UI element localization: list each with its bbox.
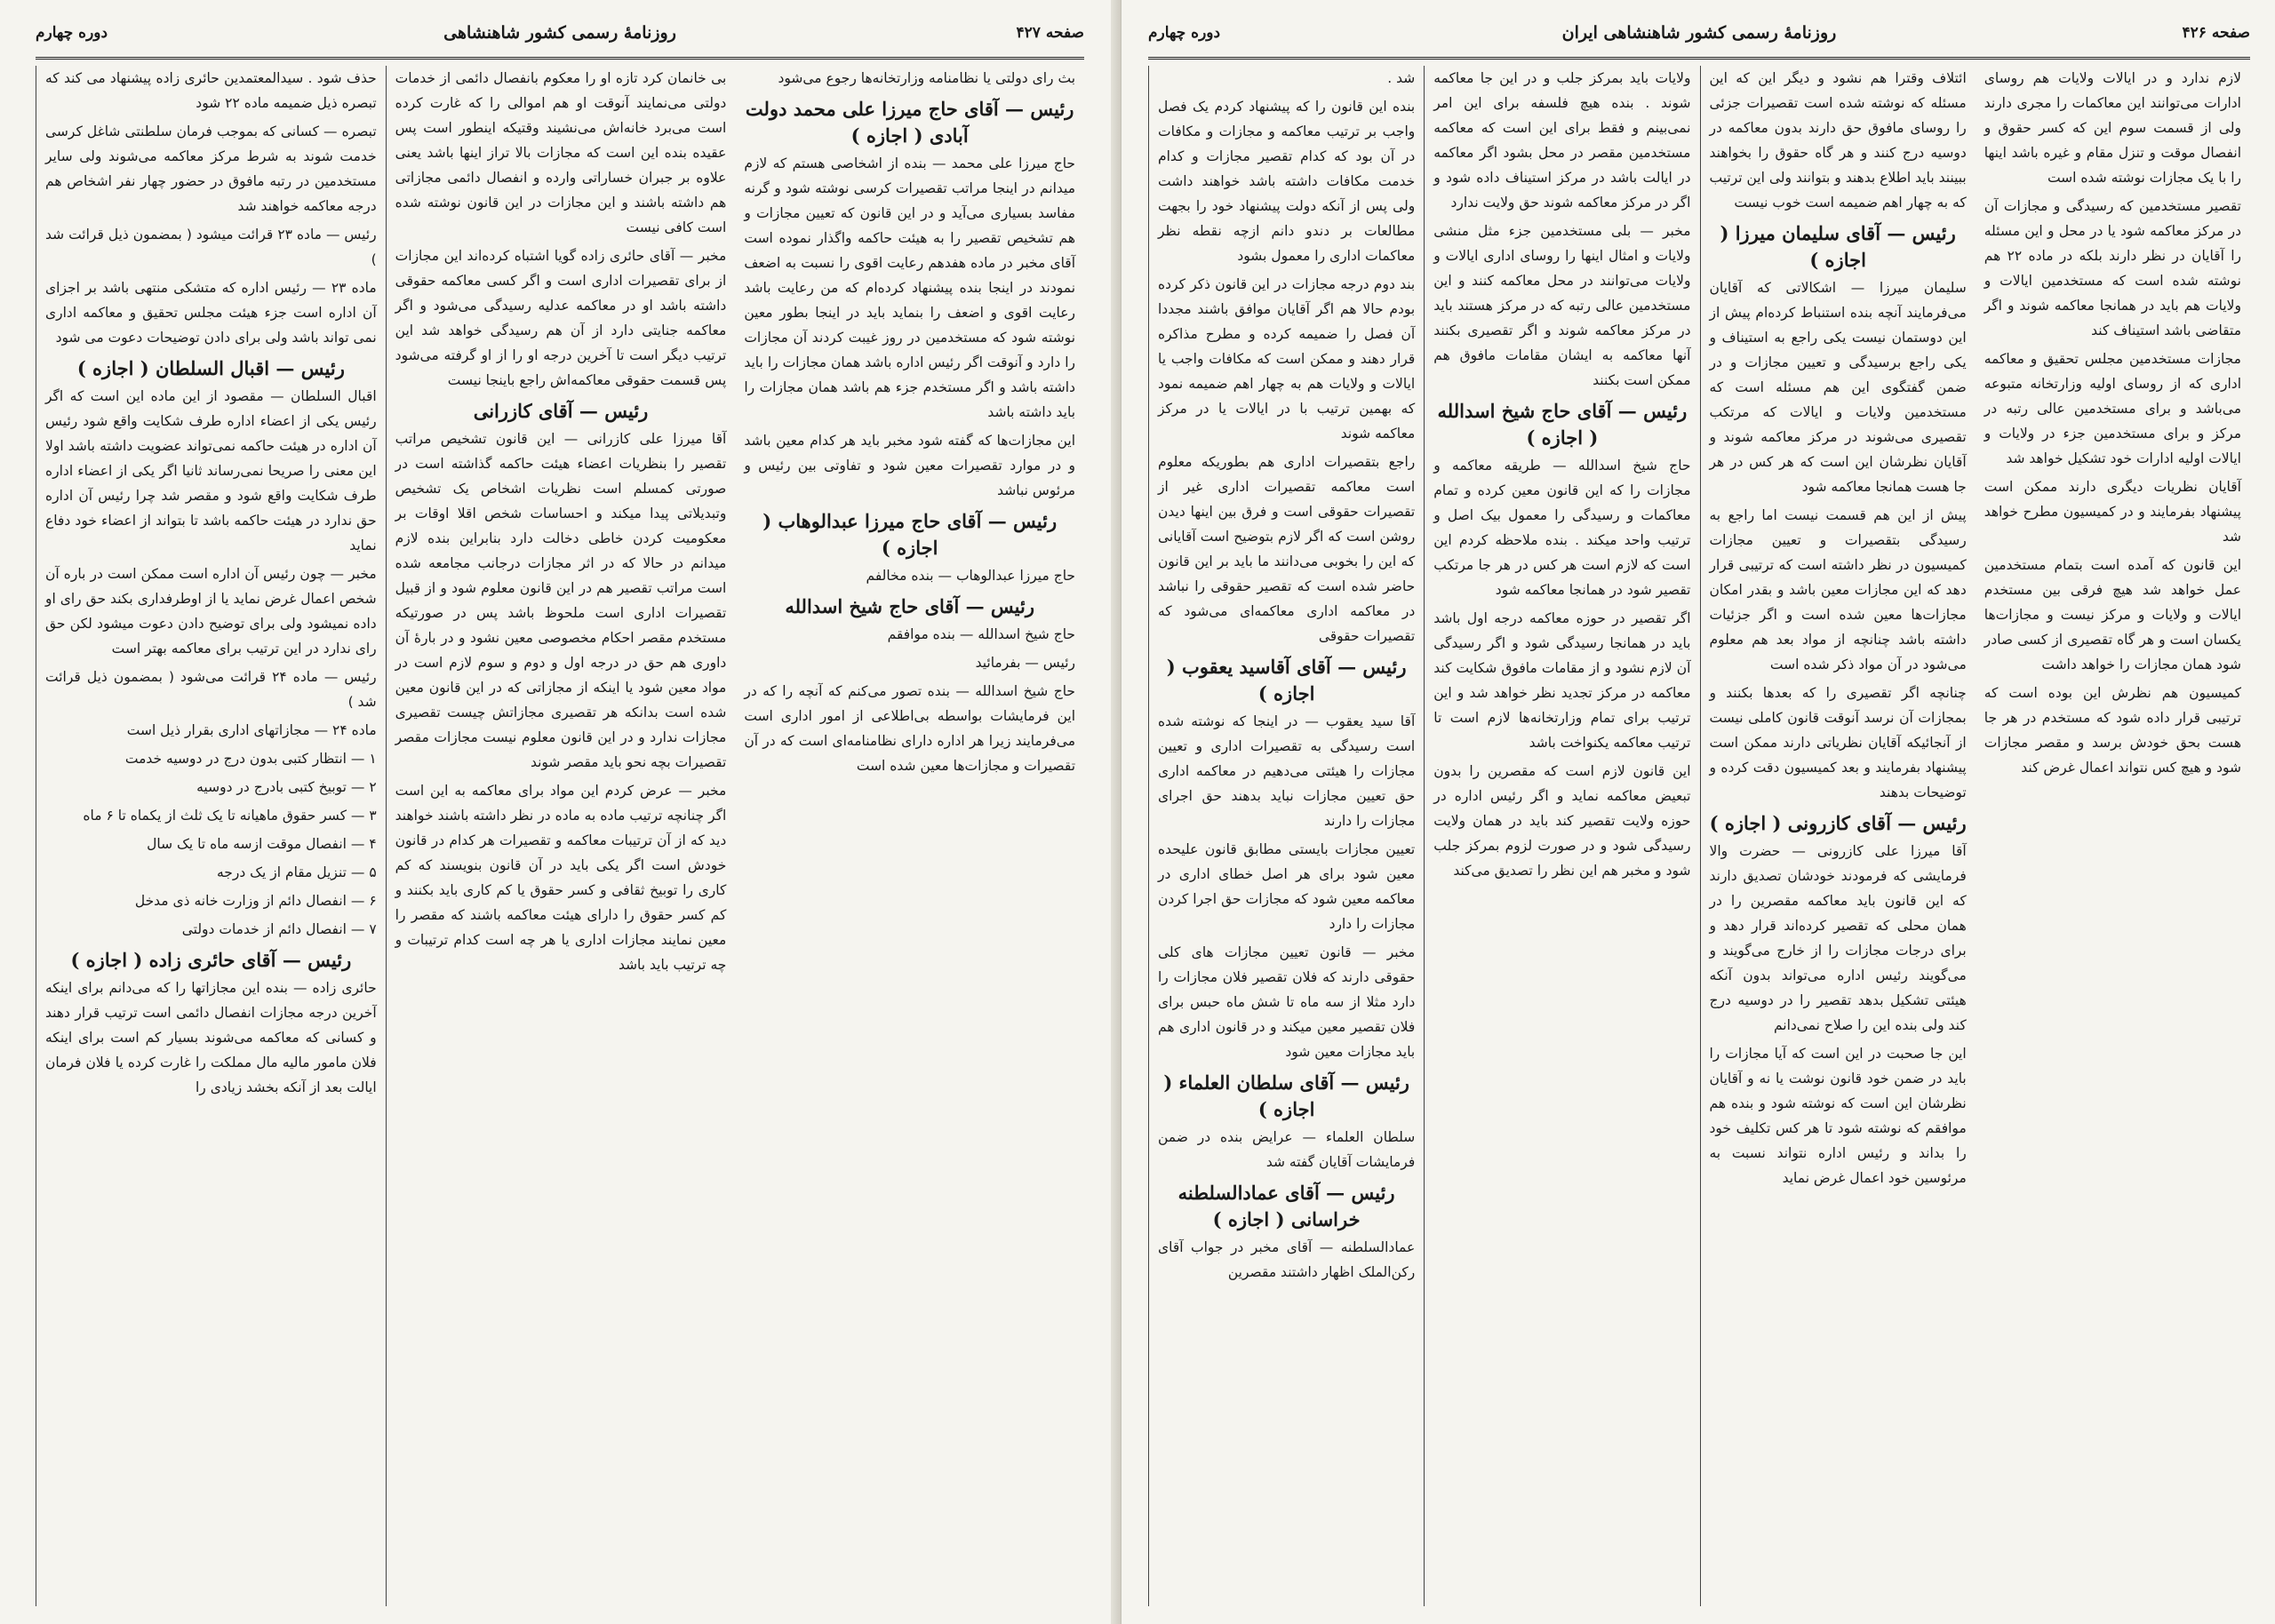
speaker-heading: رئیس — آقای آقاسید یعقوب ( اجازه ) [1166, 656, 1407, 705]
paragraph: ۴ — انفصال موقت ازسه ماه تا یک سال [147, 836, 377, 852]
left-columns [36, 66, 1084, 1606]
right-page [1122, 0, 2275, 1624]
paragraph: حائری زاده — بنده این مجازاتها را که می‌دانم برای اینکه آخرین درجه مجازات انفصال دائمی است ترتیب قرار دهند و کسانی که معاکمه می‌شوند بسیار کم است برای اینکه فلان مامور مالیه مال مملکت را غارت کرده یا فلان فرمان ایالت بعد از آنکه بخشد زیادی را [45, 980, 377, 1095]
paragraph: این جا صحبت در این است که آیا مجازات را باید در ضمن خود قانون نوشت یا نه و آقایان نظرشان این است که نوشته شود و بنده هم موافقم که نوشته شود تا هر کس تکلیف خود را بداند و رئیس اداره نتواند نسبت به مرئوسین خود اعمال غرض نماید [1709, 1046, 1967, 1186]
paragraph: رئیس — بفرمائید [975, 655, 1076, 671]
header-rule [1148, 57, 2250, 60]
speaker-heading: رئیس — آقای حائری زاده ( اجازه ) [70, 949, 352, 971]
paragraph: آقا میرزا علی کازرونی — حضرت والا فرمایشی که فرمودند خودشان تصدیق دارند که این قانون باید معاکمه مقصرین را در همان محلی که تقصیر کرده‌اند قرار دهد و برای درجات مجازات را از خارج می‌گویند و می‌گویند رئیس اداره می‌تواند بدون آنکه هیئتی تشکیل بدهد تقصیر را در دوسیه درج کند ولی بنده این را صلاح نمی‌دانم [1709, 843, 1967, 1033]
paragraph: راجع بتقصیرات اداری هم بطوریکه معلوم است معاکمه تقصیرات اداری غیر از تقصیرات حقوقی است و فرق بین اینها دیدن روشن است که اگر لازم بتوضیح است آقایانی که این را بخوبی می‌دانند ما باید بر این قانون حاضر شده است که تقصیر حقوقی را نباشد در معاکمه اداری معاکمه‌ای می‌شود که تقصیرات حقوقی [1158, 454, 1416, 644]
paragraph: این مجازات‌ها که گفته شود مخبر باید هر کدام معین باشد و در موارد تقصیرات معین شود و تفاوتی بین رئیس و مرئوس نباشد [744, 433, 1076, 498]
paragraph: بی خانمان کرد تازه او را معکوم بانفصال دائمی از خدمات دولتی می‌نمایند آنوقت او هم اموالی را که غارت کرده است می‌برد خانه‌اش می‌نشیند وقتیکه اینطور است پس عقیده بنده این است که مجازات بالا تراز اینها باشد یعنی علاوه بر جبران خساراتی وارده و انفصال دائمی مجازاتی هم داشته باشند و این مجازات در این قانون نوشته شده است کافی نیست [395, 70, 727, 235]
paragraph: سلیمان میرزا — اشکالاتی که آقایان می‌فرمایند آنچه بنده استنباط کرده‌ام پیش از این دوستمان نیست یکی راجع به استیناف و یکی راجع برسیدگی و تعیین مجازات و در ضمن گفتگوی این هم مسئله است که مستخدمین ولایات و ایالات که مرتکب تقصیری می‌شوند در مرکز معاکمه شوند و آقایان نظرشان این است که هر کس در هر جا هست همانجا معاکمه شود [1709, 280, 1967, 495]
page-header [1148, 12, 2250, 53]
paragraph: آقا میرزا علی کازرانی — این قانون تشخیص مراتب تقصیر را بنظریات اعضاء هیئت حاکمه گذاشته است در صورتی کمسلم است نظریات اشخاص یک تشخیص وتبدیلاتی پیدا میکند و احساسات شخص اقلا اوقات بر معکومیت کردن خاطی دخالت دارد بنابراین بنده لازم میدانم در حالا که در اثر مجازات درجانب مجامعه شده است مراتب تقصیر هم در این قانون معلوم شود و از قبیل تقصیرات اداری است ملحوظ باشد پس در صورتیکه مستخدم مقصر احکام مخصوصی معین نشود و در بارهٔ آن داوری هم حق در درجه اول و دوم و سوم لازم است در مواد معین شود یا اینکه از مجازاتی که در این قانون معین شده است بدانکه هر تقصیری مجازاتش چیست تقصیری مجازات ندارد و در این قانون معلوم نیست مجازات مقصر تقصیرات بچه نحو باید مقصر شوند [395, 431, 727, 770]
paragraph: ولایات باید بمرکز جلب و در این جا معاکمه شوند . بنده هیچ فلسفه برای این امر نمی‌بینم و فقط برای این است که معاکمه مستخدمین مقصر در محل بشود اگر معاکمه در ایالت باشد در مرکز استیناف داده شود و اگر در مرکز معاکمه شوند حق ولایت ندارد [1433, 70, 1691, 211]
paragraph: این قانون لازم است که مقصرین را بدون تبعیض معاکمه نماید و اگر رئیس اداره در حوزه ولایت تقصیر کند باید در همان ولایت رسیدگی شود و در صورت لزوم بمرکز جلب شود و مخبر هم این نظر را تصدیق می‌کند [1433, 763, 1691, 879]
paragraph: ۶ — انفصال دائم از وزارت خانه ذی مدخل [134, 893, 377, 909]
paragraph: ۷ — انفصال دائم از خدمات دولتی [181, 921, 377, 937]
paragraph: ماده ۲۳ — رئیس اداره که متشکی منتهی باشد بر اجزای آن اداره است جزء هیئت مجلس تحقیق و معاکمه اداری نمی تواند باشد ولی برای دادن توضیحات دعوت می شود [45, 280, 377, 346]
paragraph: ۲ — توبیخ کتبی بادرج در دوسیه [196, 779, 377, 795]
paragraph: رئیس — ماده ۲۴ قرائت می‌شود ( بمضمون ذیل قرائت شد ) [45, 669, 377, 710]
paragraph: ۳ — کسر حقوق ماهیانه تا یک ثلث از یکماه تا ۶ ماه [83, 808, 377, 824]
text-column [735, 66, 1084, 1606]
header-period: دوره چهارم [1148, 24, 1221, 42]
paragraph: مخبر — چون رئیس آن اداره است ممکن است در باره آن شخص اعمال غرض نماید یا از اوطرفداری بکند حق رای او داده نمیشود ولی برای توضیح دادن دعوت میشود لکن حق رای ندارد در این ترتیب برای معاکمه بهتر است [45, 566, 377, 657]
header-page-number: صفحه ۴۲۶ [2182, 24, 2250, 42]
page-header [36, 12, 1084, 53]
paragraph: آقایان نظریات دیگری دارند ممکن است پیشنهاد بفرمایند و در کمیسیون مطرح خواهد شد [1984, 479, 2241, 545]
paragraph: بث رای دولتی یا نظامنامه وزارتخانه‌ها رجوع می‌شود [778, 70, 1076, 86]
speaker-heading: رئیس — آقای سلطان العلماء ( اجازه ) [1163, 1071, 1409, 1120]
paragraph: اگر تقصیر در حوزه معاکمه درجه اول باشد باید در همانجا رسیدگی شود و اگر رسیدگی آن لازم نشود و از مقامات مافوق شکایت کند معاکمه در مرکز تجدید نظر خواهد شد و این ترتیب برای تمام وزارتخانه‌ها لازم است تا ترتیب معاکمه یکنواخت باشد [1433, 610, 1691, 751]
text-column [1148, 66, 1424, 1606]
speaker-heading: رئیس — آقای کازرانی [473, 400, 649, 422]
paragraph: حاج میرزا عبدالوهاب — بنده مخالفم [866, 568, 1076, 584]
paragraph: اقبال السلطان — مقصود از این ماده این است که اگر رئیس یکی از اعضاء اداره طرف شکایت واقع شود رئیس آن اداره در هیئت حاکمه نمی‌تواند عضویت داشته باشد اولا این معنی را صریحا نمی‌رساند ثانیا اگر یکی از اعضاء اداره طرف شکایت واقع شود و مقصر شد چرا رئیس آن اداره حق ندارد در هیئت حاکمه باشد تا بتواند از اعضاء خود دفاع نماید [45, 388, 377, 553]
paragraph: مخبر — آقای حائری زاده گویا اشتباه کرده‌اند این مجازات از برای تقصیرات اداری است و اگر کسی معاکمه حقوقی داشته باشد او در معاکمه عدلیه رسیدگی می‌شود و اگر معاکمه جنایتی دارد از آن هم رسیدگی خواهد شد این ترتیب دیگر است تا آخرین درجه او را از او گرفته می‌شود پس قسمت حقوقی معاکمه‌اش راجع باینجا نیست [395, 248, 727, 388]
text-column [1424, 66, 1699, 1606]
header-rule [36, 57, 1084, 60]
paragraph: تبصره — کسانی که بموجب فرمان سلطنتی شاغل کرسی خدمت شوند به شرط مرکز معاکمه می‌شوند ولی سایر مستخدمین در رتبه مافوق در حضور چهار نفر اشخاص هم درجه معاکمه خواهند شد [45, 123, 377, 214]
paragraph: تعیین مجازات بایستی مطابق قانون علیحده معین شود برای هر اصل خطای اداری در معاکمه معین شود که مجازات حق اجرا کردن مجازات را دارد [1158, 841, 1416, 932]
text-column [36, 66, 386, 1606]
text-column [1976, 66, 2250, 1606]
paragraph: چنانچه اگر تقصیری را که بعدها بکنند و بمجازات آن نرسد آنوقت قانون کاملی نیست از آنجائیکه آقایان نظریاتی دارند ممکن است پیشنهاد بفرمایند و بعد کمیسیون دقت کرده و توضیحات بدهند [1709, 685, 1967, 800]
speaker-heading: رئیس — آقای کازرونی ( اجازه ) [1709, 812, 1967, 834]
paragraph: حاج شیخ اسدالله — طریقه معاکمه و مجازات را که این قانون معین کرده و تمام معاکمات و رسیدگی را معمول بیک اصل و ترتیب واحد میکند . بنده ملاحظه کردم این است که لازم است هر کس در هر جا مرتکب تقصیر شود در همانجا معاکمه شود [1433, 458, 1691, 598]
right-columns [1148, 66, 2250, 1606]
paragraph: ماده ۲۴ — مجازاتهای اداری بقرار ذیل است [126, 722, 377, 738]
paragraph: مجازات مستخدمین مجلس تحقیق و معاکمه اداری که از روسای اولیه وزارتخانه متبوعه می‌باشد و برای مستخدمین عالی رتبه در مرکز و برای مستخدمین جزء در ولایات و ایالات اولیه ادارات خود تشکیل خواهد شد [1984, 351, 2241, 466]
text-column [386, 66, 736, 1606]
paragraph: لازم ندارد و در ایالات ولایات هم روسای ادارات می‌توانند این معاکمات را مجری دارند ولی از قسمت سوم این که کسر حقوق و انفصال موقت و تنزل مقام و غیره باشد اینها را با یک مجازات نوشته شده است [1984, 70, 2241, 186]
speaker-heading: رئیس — اقبال السلطان ( اجازه ) [76, 357, 345, 379]
paragraph: حاج شیخ اسدالله — بنده موافقم [887, 626, 1076, 642]
paragraph: شد . [1387, 70, 1416, 86]
paragraph: این قانون که آمده است بتمام مستخدمین عمل خواهد شد هیچ فرقی بین مستخدم ایالات و ولایات و مرکز نیست و مجازات‌ها یکسان است و هر گاه تقصیری از کسی صادر شود همان مجازات را خواهد داشت [1984, 557, 2241, 673]
paragraph: مخبر — بلی مستخدمین جزء مثل منشی ولایات و امثال اینها را روسای اداری ایالات و ولایات می‌توانند در محل معاکمه کنند و این مستخدمین عالی رتبه که در مرکز هستند باید در مرکز معاکمه شوند و اگر تقصیری بکنند آنها معاکمه به ایشان مقامات مافوق هم ممکن است بکنند [1433, 223, 1691, 388]
speaker-heading: رئیس — آقای سلیمان میرزا ( اجازه ) [1720, 222, 1956, 271]
header-title: روزنامهٔ رسمی کشور شاهنشاهی ایران [1561, 23, 1837, 43]
paragraph: بند دوم درجه مجازات در این قانون ذکر کرده بودم حالا هم اگر آقایان موافق باشند مجددا آن فصل را ضمیمه کرده و مطرح مذاکره قرار دهند و ممکن است که مکافات واجب یا ایالات و ولایات هم به چهار اهم ضمیمه نمود که بهمین ترتیب با در ایالات یا در مرکز معاکمه شوند [1158, 276, 1416, 442]
paragraph: ائتلاف وقترا هم نشود و دیگر این که این مسئله که نوشته شده است تقصیرات جزئی را روسای مافوق حق دارند بدون معاکمه در دوسیه درج کنند و هر گاه حقوق را بخواهند ببینند باید اطلاع بدهند و بتوانند ولی این ترتیب که به چهار اهم ضمیمه است خوب نیست [1709, 70, 1967, 211]
paragraph: آقا سید یعقوب — در اینجا که نوشته شده است رسیدگی به تقصیرات اداری و تعیین مجازات را هیئتی می‌دهیم در معاکمه اداری حق تعیین مجازات نباید بدهند حق اجرای مجازات را دارند [1158, 713, 1416, 829]
header-title: روزنامهٔ رسمی کشور شاهنشاهی [443, 23, 676, 43]
paragraph: حاج شیخ اسدالله — بنده تصور می‌کنم که آنچه را که در این فرمایشات بواسطه بی‌اطلاعی از امور اداری است می‌فرمایند زیرا هر اداره دارای نظامنامه‌ای است که در آن تقصیرات و مجازات‌ها معین شده است [744, 683, 1076, 774]
speaker-heading: رئیس — آقای حاج میرزا عبدالوهاب ( اجازه ) [762, 510, 1058, 559]
header-page-number: صفحه ۴۲۷ [1016, 24, 1084, 42]
speaker-heading: رئیس — آقای حاج شیخ اسدالله [785, 595, 1035, 617]
paragraph: رئیس — ماده ۲۳ قرائت میشود ( بمضمون ذیل قرائت شد ) [45, 227, 377, 267]
header-period: دوره چهارم [36, 24, 108, 42]
text-column [1700, 66, 1976, 1606]
left-page [0, 0, 1122, 1624]
paragraph: کمیسیون هم نظرش این بوده است که ترتیبی قرار داده شود که مستخدم در هر جا هست بحق خودش برسد و مقصر مجازات شود و هیچ کس نتواند اعمال غرض کند [1984, 685, 2241, 776]
paragraph: عمادالسلطنه — آقای مخبر در جواب آقای رکن‌الملک اظهار داشتند مقصرین [1158, 1239, 1416, 1280]
paragraph: ۱ — انتظار کتبی بدون درج در دوسیه خدمت [124, 751, 377, 767]
paragraph: حذف شود . سیدالمعتمدین حائری زاده پیشنهاد می کند که تبصره ذیل ضمیمه ماده ۲۲ شود [45, 70, 377, 111]
paragraph: مخبر — عرض کردم این مواد برای معاکمه به این است اگر چنانچه ترتیب ماده به ماده در نظر داشته باشند خواهند دید که از آن ترتیبات معاکمه و تقصیرات هر کدام در قانون خودش است اگر یکی باید در آن قانون بنویسند که کم کاری را توبیخ ثقافی و کسر حقوق یا کم کاری باید بکنند و کم کسر حقوق را دارای هیئت معاکمه باشند که مقصر را معین نمایند مجازات اداری یا هر چه است کدام ترتیبات و چه ترتیب باید باشد [395, 783, 727, 973]
paragraph: بنده این قانون را که پیشنهاد کردم یک فصل واجب بر ترتیب معاکمه و مجازات و مکافات در آن بود که کدام تقصیر مجازات و کدام خدمت مکافات داشته باشد خواهند داشت ولی پس از آنکه دولت پیشنهاد خود را بجهت مطالعات بر دندو دانم ازچه نقطه نظر معاکمات اداری را معمول بشود [1158, 99, 1416, 264]
speaker-heading: رئیس — آقای حاج میرزا علی محمد دولت آبادی ( اجازه ) [745, 98, 1074, 147]
speaker-heading: رئیس — آقای عمادالسلطنه خراسانی ( اجازه ) [1177, 1182, 1395, 1230]
paragraph: مخبر — قانون تعیین مجازات های کلی حقوقی دارند که فلان تقصیر فلان مجازات را دارد مثلا از سه ماه تا شش ماه حبس برای فلان تقصیر معین میکند و در قانون اداری هم باید مجازات معین شود [1158, 944, 1416, 1060]
paragraph: پیش از این هم قسمت نیست اما راجع به رسیدگی بتقصیرات و تعیین مجازات کمیسیون در نظر داشته است که ترتیبی قرار دهد که این مجازات معین باشد و بقدر امکان مجازات‌ها معین شده است و اگر جزئیات داشته باشد چنانچه از مواد بعد هم معلوم می‌شود در آن مواد ذکر شده است [1709, 507, 1967, 673]
paragraph: ۵ — تنزیل مقام از یک درجه [216, 864, 377, 880]
paragraph: حاج میرزا علی محمد — بنده از اشخاصی هستم که لازم میدانم در اینجا مراتب تقصیرات کرسی نوشته شود و گرنه مفاسد بسیاری می‌آید و در این قانون که تعیین مجازات و هم تشخیص تقصیر را به هیئت حاکمه واگذار نموده است آقای مخبر در ماده هفدهم رعایت اقوی را نسبت به اضعف نمودند در اینجا بنده پیشنهاد کرده‌ام که من رعایت باشد رعایت اقوی و اضعف را بنماید باید در اینجا بطور معین نوشته شود که مستخدمین در روز غیبت کردند آن مجازات را دارد و آنوقت اگر رئیس اداره باشد همان مجازات را باید داشته باشد و اگر مستخدم جزء هم باشد همان مجازات را باید داشته باشد [744, 155, 1076, 420]
paragraph: تقصیر مستخدمین که رسیدگی و مجازات آن در مرکز معاکمه شود یا در محل و این مسئله را آقایان در نظر دارند بلکه در ماده ۲۲ هم نوشته شده است که مستخدمین ایالات و ولایات هم باید در همانجا معاکمه شوند و اگر متقاضی باشد استیناف کند [1984, 198, 2241, 338]
speaker-heading: رئیس — آقای حاج شیخ اسدالله ( اجازه ) [1437, 400, 1688, 449]
paragraph: سلطان العلماء — عرایض بنده در ضمن فرمایشات آقایان گفته شد [1158, 1129, 1416, 1170]
